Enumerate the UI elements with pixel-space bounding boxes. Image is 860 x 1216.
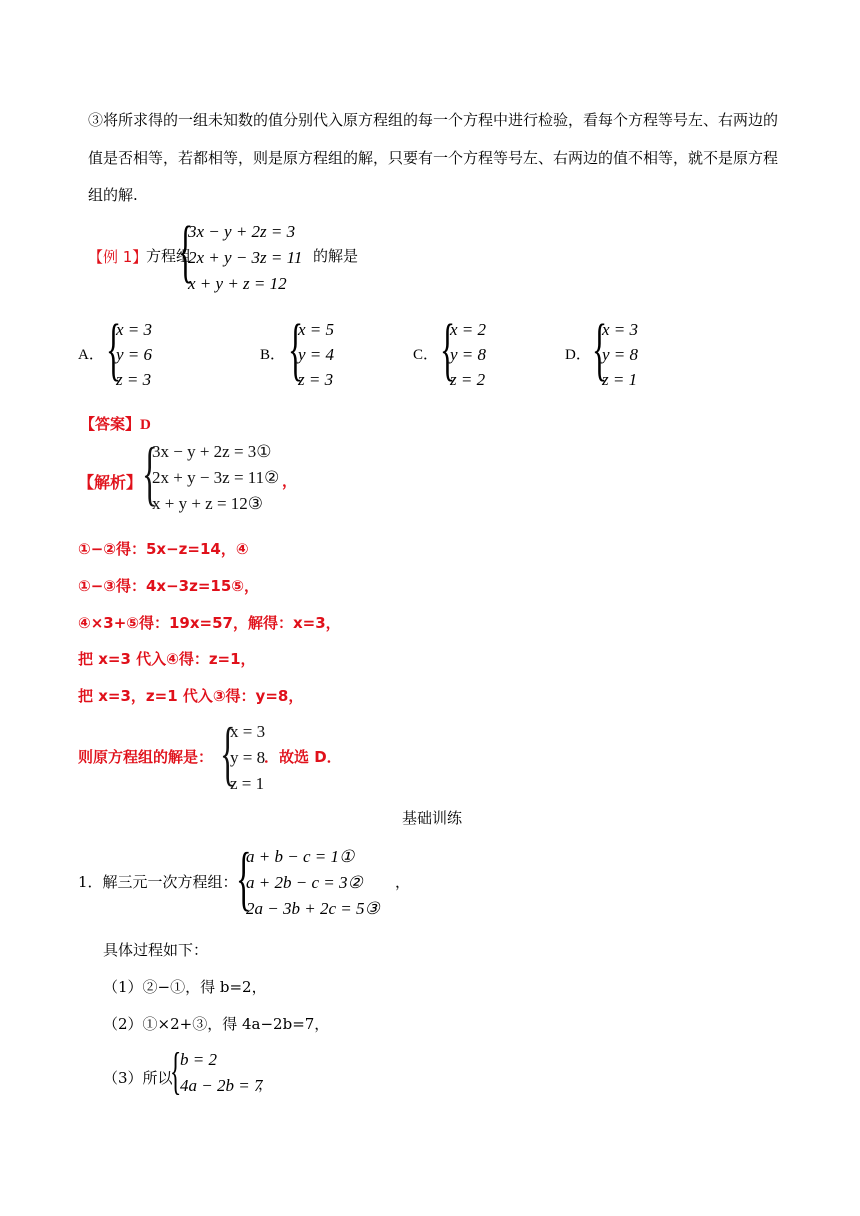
analysis-step-2: ①−③得：4x−3z=15⑤， [78,577,259,595]
process-step-3-after: ， [258,1075,274,1093]
intro-line-3: 组的解. [88,186,138,204]
answer [80,413,151,434]
option-a-eq-x: x = 3 [116,320,153,339]
example-eq-1: 3x − y + 2z = 3 [188,222,296,241]
answer-value: D [140,417,151,433]
process-step-3-system: { b = 2 4a − 2b = 7 [170,1043,263,1100]
option-c-eq-z: z = 2 [450,370,486,389]
option-b-eq-z: z = 3 [298,370,334,389]
example-eq-3: x + y + z = 12 [188,274,287,293]
option-a-eq-y: y = 6 [116,345,153,364]
process-title: 具体过程如下： [103,941,209,959]
option-c-label: C． [413,347,439,363]
analysis-eq-1: 3x − y + 2z = 3① [152,442,272,461]
analysis-conclusion-after: ．故选 D． [264,748,342,766]
option-a-eq-z: z = 3 [116,370,152,389]
process-step-3-before: （3）所以 [103,1069,173,1087]
analysis-step-1: ①−②得：5x−z=14，④ [78,540,249,558]
intro-line-1: ③将所求得的一组未知数的值分别代入原方程组的每一个方程中进行检验，看每个方程等号左、右两边的 [88,111,779,129]
problem-1-eq-2: a + 2b − c = 3② [246,873,363,892]
process-step-2: （2）①×2+③，得 4a−2b=7， [103,1015,330,1033]
option-b-eq-x: x = 5 [298,320,335,339]
option-b-label: B． [260,347,286,363]
problem-1-eq-3: 2a − 3b + 2c = 5③ [246,899,380,918]
option-a-label: A． [78,347,104,363]
conclusion-eq-x: x = 3 [230,722,266,741]
process-step-3-eq-2: 4a − 2b = 7 [180,1076,263,1095]
example-eq-2: 2x + y − 3z = 11 [188,248,303,267]
analysis-step-4: 把 x=3 代入④得：z=1， [78,650,256,668]
problem-1-text: 1．解三元一次方程组： [78,873,238,891]
analysis-system: { 3x − y + 2z = 3① 2x + y − 3z = 11② x + y + z = 12③ [142,433,280,513]
option-d-eq-z: z = 1 [602,370,638,389]
option-c-eq-x: x = 2 [450,320,487,339]
problem-1-eq-1: a + b − c = 1① [246,847,355,866]
option-d-eq-y: y = 8 [602,345,639,364]
example-stem-after: 的解是 [313,247,359,265]
analysis-step-5: 把 x=3，z=1 代入③得：y=8， [78,687,304,705]
option-c-eq-y: y = 8 [450,345,487,364]
analysis-conclusion-system: { x = 3 y = 8 z = 1 [220,713,266,793]
example-stem-before: 方程组 [146,247,192,265]
analysis-step-3: ④×3+⑤得：19x=57，解得：x=3， [78,614,341,632]
analysis-comma: ， [282,472,298,490]
example-tag: 【例 1】 [88,248,148,266]
analysis-conclusion-before: 则原方程组的解是： [78,748,214,766]
conclusion-eq-z: z = 1 [230,774,265,793]
option-d-eq-x: x = 3 [602,320,639,339]
conclusion-eq-y: y = 8 [230,748,266,767]
intro-line-2: 值是否相等，若都相等，则是原方程组的解，只要有一个方程等号左、右两边的值不相等，就不是原方程 [88,149,779,167]
problem-1-system: { a + b − c = 1① a + 2b − c = 3② 2a − 3b + 2c = 5③ [236,838,380,918]
process-step-1: （1）②−①，得 b=2， [103,978,267,996]
process-step-3-eq-1: b = 2 [180,1050,217,1069]
analysis-eq-2: 2x + y − 3z = 11② [152,468,280,487]
analysis-eq-3: x + y + z = 12③ [152,494,264,513]
option-d-label: D． [565,347,591,363]
option-b-eq-y: y = 4 [298,345,335,364]
section-title: 基础训练 [402,809,463,827]
example-system: { 3x − y + 2z = 3 2x + y − 3z = 11 x + y + z = 12 [178,213,303,293]
problem-1-trail: ， [395,873,411,891]
answer-tag: 【答案】 [80,415,141,433]
analysis-tag: 【解析】 [78,473,143,492]
